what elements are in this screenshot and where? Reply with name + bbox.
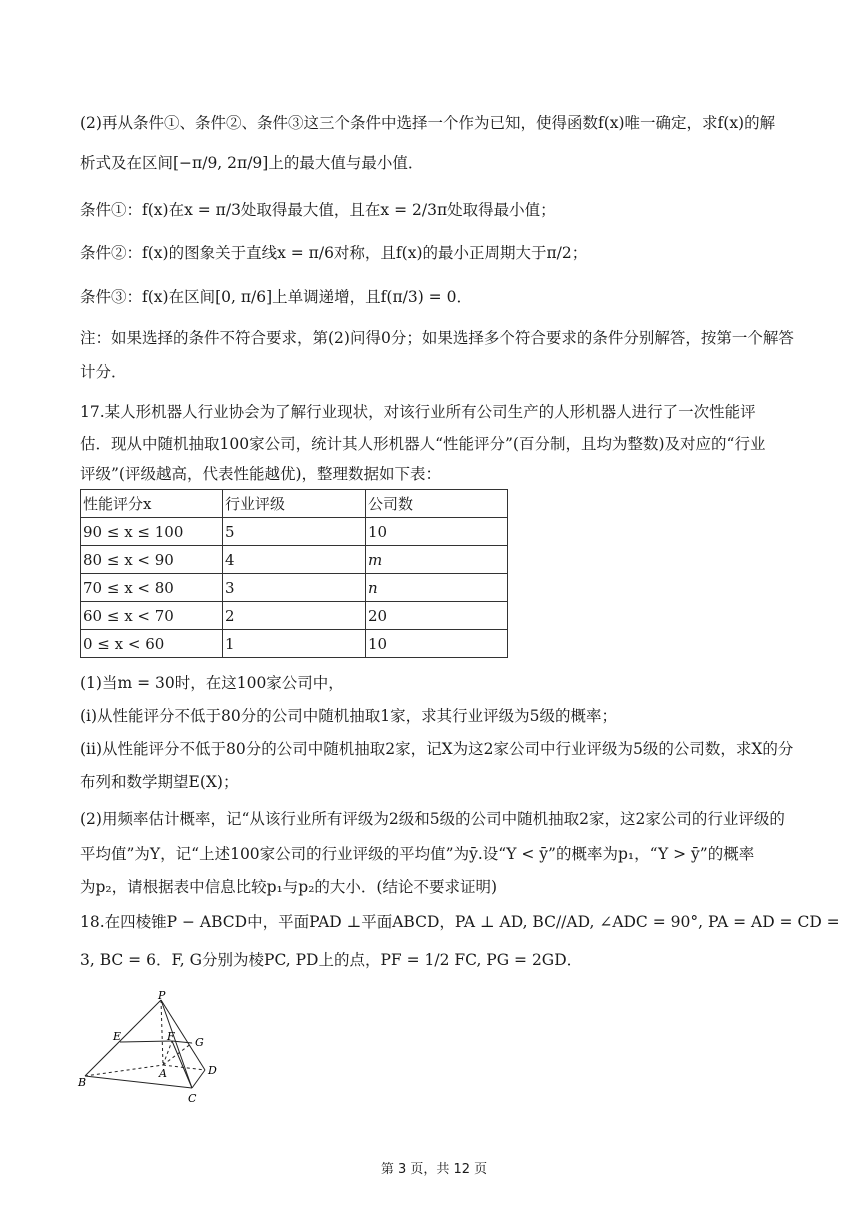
data-table — [80, 489, 508, 658]
figure-label: D — [208, 1064, 217, 1077]
pyramid-figure — [75, 990, 235, 1110]
text-line: (i)从性能评分不低于80分的公司中随机抽取1家，求其行业评级为5级的概率； — [80, 707, 618, 725]
table-header-row — [81, 490, 508, 518]
table-header: 行业评级 — [223, 490, 366, 518]
table-cell: 0 ≤ x < 60 — [81, 630, 223, 658]
table-cell: n — [366, 574, 508, 602]
table-cell: 2 — [223, 602, 366, 630]
problem-18-line: 3, BC = 6．F, G分别为棱PC, PD上的点，PF = 1/2 FC, PG = 2GD． — [80, 951, 583, 969]
text-line: (2)再从条件①、条件②、条件③这三个条件中选择一个作为已知，使得函数f(x)唯一确定，求f(x)的解 — [80, 114, 776, 132]
table-cell: 80 ≤ x < 90 — [81, 546, 223, 574]
table-cell: 4 — [223, 546, 366, 574]
table-cell: 20 — [366, 602, 508, 630]
condition-2: 条件②：f(x)的图象关于直线x = π/6对称，且f(x)的最小正周期大于π/2； — [80, 244, 588, 262]
note-line: 计分． — [80, 363, 127, 381]
table-cell: 3 — [223, 574, 366, 602]
table-cell: 10 — [366, 630, 508, 658]
figure-label: P — [158, 990, 166, 1002]
table-row — [81, 574, 508, 602]
note-line: 注：如果选择的条件不符合要求，第(2)问得0分；如果选择多个符合要求的条件分别解答，按第一个解答 — [80, 329, 794, 347]
text-line: (2)用频率估计概率，记“从该行业所有评级为2级和5级的公司中随机抽取2家，这2家公司的行业评级的 — [80, 810, 785, 828]
text-line: (1)当m = 30时，在这100家公司中， — [80, 674, 344, 692]
figure-label: B — [78, 1076, 87, 1089]
figure-label: E — [113, 1030, 122, 1043]
table-cell: 90 ≤ x ≤ 100 — [81, 518, 223, 546]
figure-label: C — [188, 1092, 197, 1105]
table-cell: m — [366, 546, 508, 574]
figure-label: G — [195, 1036, 204, 1049]
problem-17-line: 估．现从中随机抽取100家公司，统计其人形机器人“性能评分”(百分制，且均为整数)及对应的“行业 — [80, 435, 766, 453]
condition-3: 条件③：f(x)在区间[0, π/6]上单调递增，且f(π/3) = 0． — [80, 288, 472, 306]
text-line: 平均值”为Y，记“上述100家公司的行业评级的平均值”为ȳ.设“Y < ȳ”的概率为p₁，“Y > ȳ”的概率 — [80, 845, 755, 863]
table-cell: 70 ≤ x < 80 — [81, 574, 223, 602]
table-cell: 10 — [366, 518, 508, 546]
table-cell: 5 — [223, 518, 366, 546]
condition-1: 条件①：f(x)在x = π/3处取得最大值，且在x = 2/3π处取得最小值； — [80, 201, 556, 219]
table-cell: 60 ≤ x < 70 — [81, 602, 223, 630]
text-line: (ii)从性能评分不低于80分的公司中随机抽取2家，记X为这2家公司中行业评级为5级的公司数，求X的分 — [80, 740, 794, 758]
table-row — [81, 546, 508, 574]
figure-label: F — [167, 1030, 175, 1043]
text-line: 为p₂，请根据表中信息比较p₁与p₂的大小．(结论不要求证明) — [80, 878, 498, 896]
table-header: 性能评分x — [81, 490, 223, 518]
table-row — [81, 602, 508, 630]
table-cell: 1 — [223, 630, 366, 658]
page-footer: 第 3 页，共 12 页 — [380, 1162, 488, 1177]
problem-17-line: 17.某人形机器人行业协会为了解行业现状，对该行业所有公司生产的人形机器人进行了一次性能评 — [80, 403, 756, 421]
problem-17-line: 评级”(评级越高，代表性能越优)，整理数据如下表： — [80, 465, 442, 483]
text-line: 布列和数学期望E(X)； — [80, 773, 239, 791]
figure-label: A — [159, 1067, 167, 1080]
table-header: 公司数 — [366, 490, 508, 518]
text-line: 析式及在区间[−π/9, 2π/9]上的最大值与最小值． — [80, 154, 424, 172]
table-row — [81, 518, 508, 546]
problem-18-line: 18.在四棱锥P − ABCD中，平面PAD ⊥平面ABCD，PA ⊥ AD, BC//AD, ∠ADC = 90°, PA = AD = CD = — [80, 913, 840, 931]
table-row — [81, 630, 508, 658]
